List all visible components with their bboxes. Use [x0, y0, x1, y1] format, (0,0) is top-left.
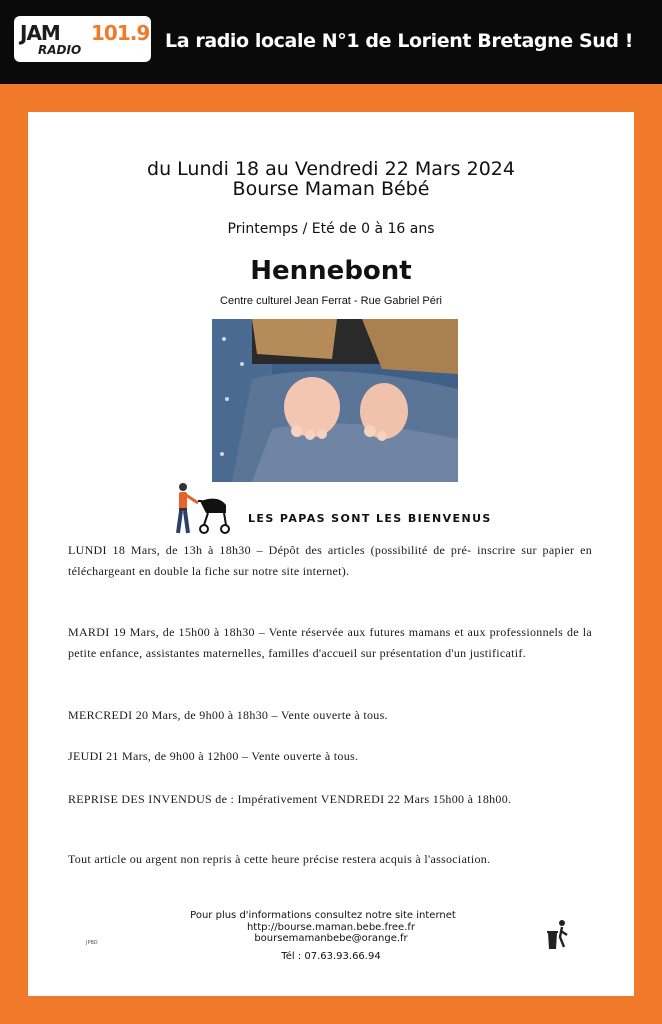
logo-jam-text: JAM [20, 21, 60, 45]
event-venue: Centre culturel Jean Ferrat - Rue Gabriel Péri [220, 295, 442, 307]
event-poster [28, 112, 634, 996]
unclaimed-items-paragraph: Tout article ou argent non repris à cette heure précise restera acquis à l'association. [68, 852, 491, 866]
unsold-pickup-paragraph: REPRISE DES INVENDUS de : Impérativement VENDREDI 22 Mars 15h00 à 18h00. [68, 792, 512, 806]
footer-website-link[interactable]: http://bourse.maman.bebe.free.fr [246, 922, 416, 933]
footer-email-link[interactable]: boursemamanbebe@orange.fr [254, 933, 408, 944]
recycle-bin-icon [545, 919, 571, 951]
footer-phone: Tél : 07.63.93.66.94 [281, 951, 381, 962]
event-dates: du Lundi 18 au Vendredi 22 Mars 2024 [147, 158, 515, 180]
tuesday-paragraph: MARDI 19 Mars, de 15h00 à 18h30 – Vente réservée aux futures mamans et aux professionnels de la petite enfance, assistantes maternelles, familles d'accueil sur présentation d'un justificatif. [68, 625, 592, 660]
banner-tagline: La radio locale N°1 de Lorient Bretagne Sud ! [165, 30, 634, 52]
event-title: Bourse Maman Bébé [232, 178, 430, 200]
jam-radio-logo[interactable] [14, 16, 151, 62]
parent-with-stroller-icon [170, 481, 230, 539]
logo-radio-text: RADIO [38, 43, 82, 57]
thursday-paragraph: JEUDI 21 Mars, de 9h00 à 12h00 – Vente ouverte à tous. [68, 749, 359, 763]
small-mark: JPBD [86, 940, 98, 946]
event-season: Printemps / Eté de 0 à 16 ans [227, 221, 435, 237]
wednesday-paragraph: MERCREDI 20 Mars, de 9h00 à 18h30 – Vente ouverte à tous. [68, 708, 388, 722]
baby-feet-image [212, 319, 458, 482]
top-banner [0, 0, 662, 84]
event-city: Hennebont [250, 256, 412, 286]
logo-frequency: 101.9 [91, 21, 150, 45]
papas-welcome: LES PAPAS SONT LES BIENVENUS [248, 512, 492, 525]
monday-paragraph: LUNDI 18 Mars, de 13h à 18h30 – Dépôt des articles (possibilité de pré- inscrire sur papier en téléchargeant en double la fiche sur notre site internet). [68, 543, 592, 578]
baby-feet-photo [212, 319, 458, 482]
footer-info: Pour plus d'informations consultez notre site internet [190, 910, 456, 921]
